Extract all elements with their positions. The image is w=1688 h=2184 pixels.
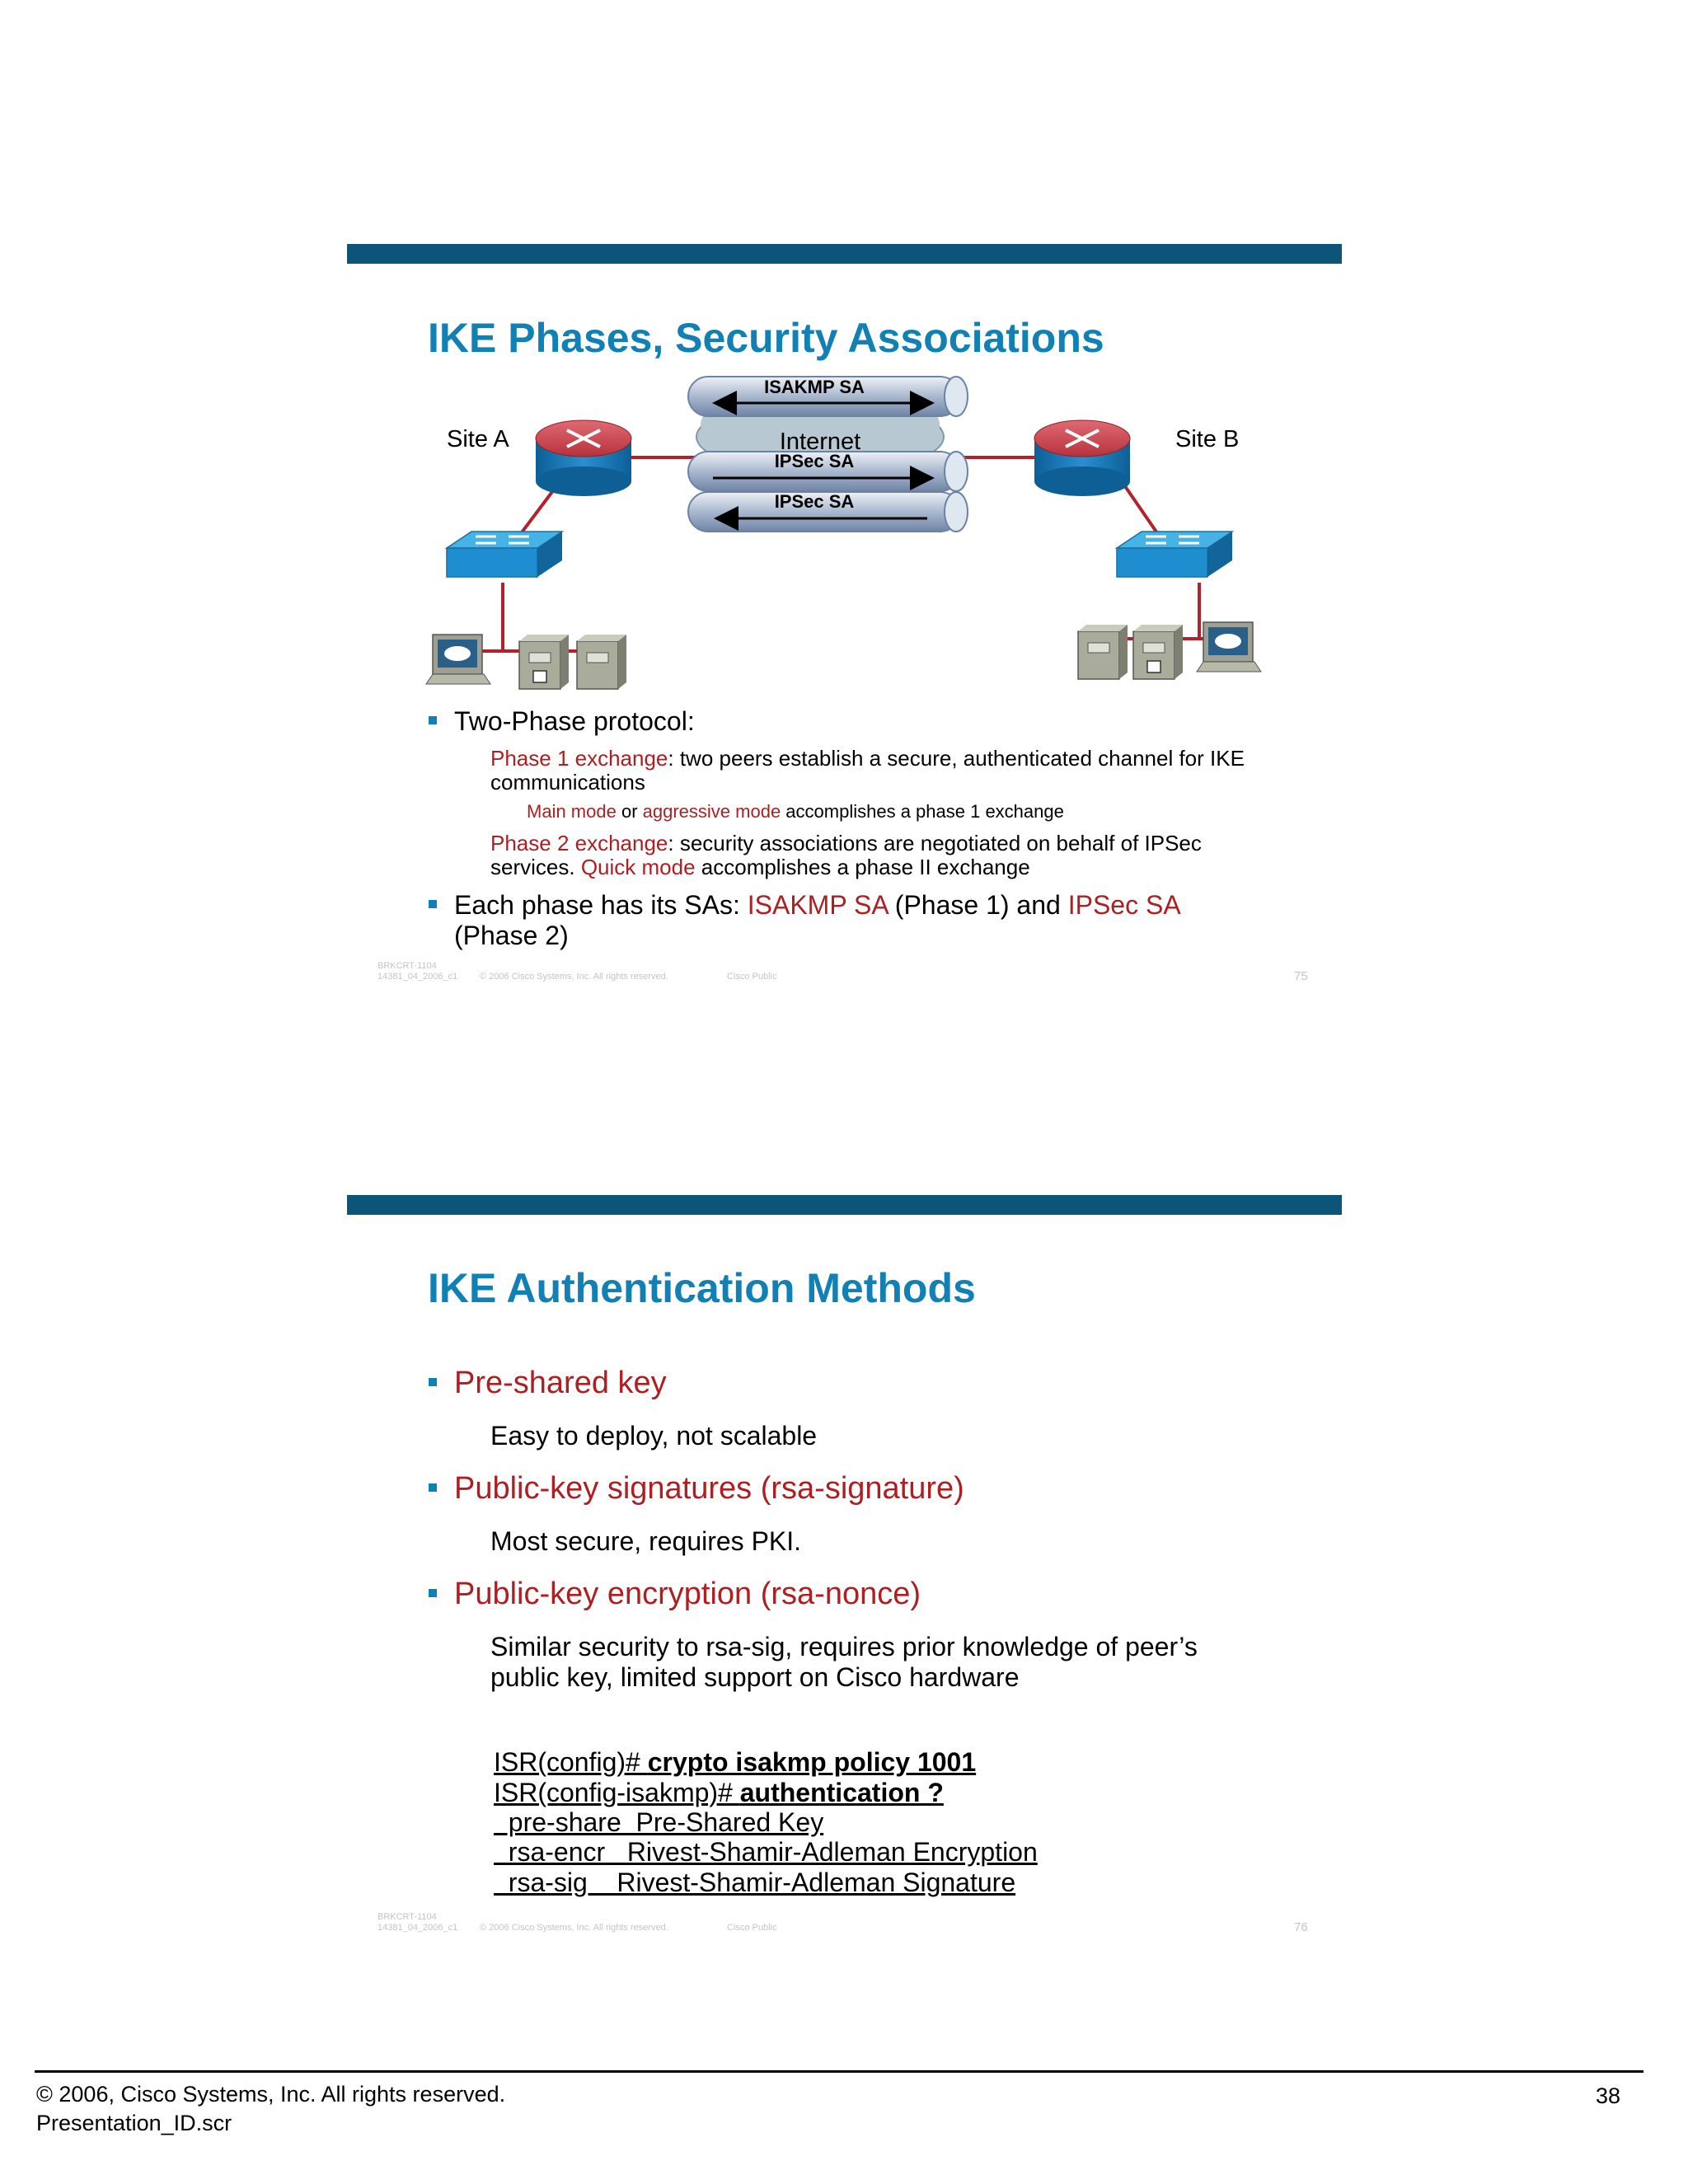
cli-line-3: pre-share Pre-Shared Key — [494, 1807, 824, 1837]
cli-line-2: ISR(config-isakmp)# authentication ? — [494, 1778, 944, 1807]
phase2-line1: Phase 2 exchange: security associations are negotiated on behalf of IPSec — [490, 831, 1202, 855]
page-footer-copyright: © 2006, Cisco Systems, Inc. All rights reserved. — [36, 2082, 506, 2107]
slide-title: IKE Authentication Methods — [428, 1265, 976, 1311]
svg-text:Internet: Internet — [779, 429, 861, 455]
svg-text:ISAKMP SA: ISAKMP SA — [764, 377, 865, 397]
site-a-label: Site A — [447, 426, 509, 452]
vpn-network-diagram — [412, 367, 1286, 696]
bullet-marker — [429, 1378, 437, 1386]
mode-line: Main mode or aggressive mode accomplishes a phase 1 exchange — [527, 801, 1064, 822]
ipsec-sa-tunnel-outbound — [688, 451, 968, 491]
server-a1-icon — [519, 635, 569, 689]
slide-footer-copyright: © 2006 Cisco Systems, Inc. All rights reserved. — [480, 972, 668, 982]
auth-method-rsa-sig-desc: Most secure, requires PKI. — [490, 1526, 802, 1556]
auth-method-rsa-nonce: Public-key encryption (rsa-nonce) — [454, 1577, 921, 1611]
auth-method-rsa-nonce-desc-1: Similar security to rsa-sig, requires prior knowledge of peer’s — [490, 1632, 1198, 1661]
svg-text:IPSec SA: IPSec SA — [774, 491, 855, 512]
bullet-marker — [429, 1483, 437, 1492]
cli-line-5: rsa-sig Rivest-Shamir-Adleman Signature — [494, 1868, 1016, 1897]
bullet-marker — [429, 716, 437, 724]
bullet-two-phase: Two-Phase protocol: — [454, 706, 695, 736]
auth-method-pre-shared-desc: Easy to deploy, not scalable — [490, 1421, 818, 1451]
slide-footer-class: Cisco Public — [727, 972, 777, 982]
server-b2-icon — [1133, 625, 1183, 679]
switch-a-icon — [447, 532, 562, 577]
page-footer-filename: Presentation_ID.scr — [36, 2111, 232, 2135]
switch-b-icon — [1117, 532, 1232, 577]
site-b-label: Site B — [1175, 426, 1240, 452]
slide-header-bar — [347, 244, 1342, 264]
auth-method-pre-shared: Pre-shared key — [454, 1366, 667, 1400]
phase1-line1: Phase 1 exchange: two peers establish a secure, authenticated channel for IKE — [490, 746, 1245, 771]
page-footer-number: 38 — [1596, 2083, 1621, 2108]
isakmp-sa-tunnel — [688, 377, 968, 416]
slide-page-number: 75 — [1294, 969, 1308, 983]
bullet-marker — [429, 900, 437, 908]
page-footer-rule — [35, 2070, 1643, 2073]
slide-header-bar — [347, 1195, 1342, 1215]
server-a2-icon — [577, 635, 626, 689]
auth-method-rsa-nonce-desc-2: public key, limited support on Cisco hardware — [490, 1662, 1020, 1692]
slide-title: IKE Phases, Security Associations — [428, 315, 1104, 361]
cli-line-4: rsa-encr Rivest-Shamir-Adleman Encryption — [494, 1837, 1038, 1867]
phase2-line2: services. Quick mode accomplishes a phase II exchange — [490, 855, 1030, 879]
router-a-icon — [536, 420, 631, 496]
slide-footer-code: BRKCRT-1104 14381_04_2006_c1 — [377, 1912, 458, 1933]
slide-footer-class: Cisco Public — [727, 1923, 777, 1933]
bullet-each-phase-line2: (Phase 2) — [454, 921, 569, 950]
svg-text:IPSec SA: IPSec SA — [774, 451, 855, 471]
auth-method-rsa-sig: Public-key signatures (rsa-signature) — [454, 1471, 964, 1506]
slide-page-number: 76 — [1294, 1920, 1308, 1934]
bullet-each-phase: Each phase has its SAs: ISAKMP SA (Phase 1) and IPSec SA — [454, 890, 1181, 920]
cli-line-1: ISR(config)# crypto isakmp policy 1001 — [494, 1747, 977, 1777]
ipsec-sa-tunnel-inbound — [688, 491, 968, 532]
slide-footer-code: BRKCRT-1104 14381_04_2006_c1 — [377, 961, 458, 982]
workstation-a-icon — [426, 635, 490, 684]
slide-footer-copyright: © 2006 Cisco Systems, Inc. All rights reserved. — [480, 1923, 668, 1933]
workstation-b-icon — [1197, 622, 1261, 672]
phase1-line2: communications — [490, 770, 645, 794]
bullet-marker — [429, 1589, 437, 1597]
router-b-icon — [1034, 420, 1130, 496]
server-b1-icon — [1078, 625, 1128, 679]
